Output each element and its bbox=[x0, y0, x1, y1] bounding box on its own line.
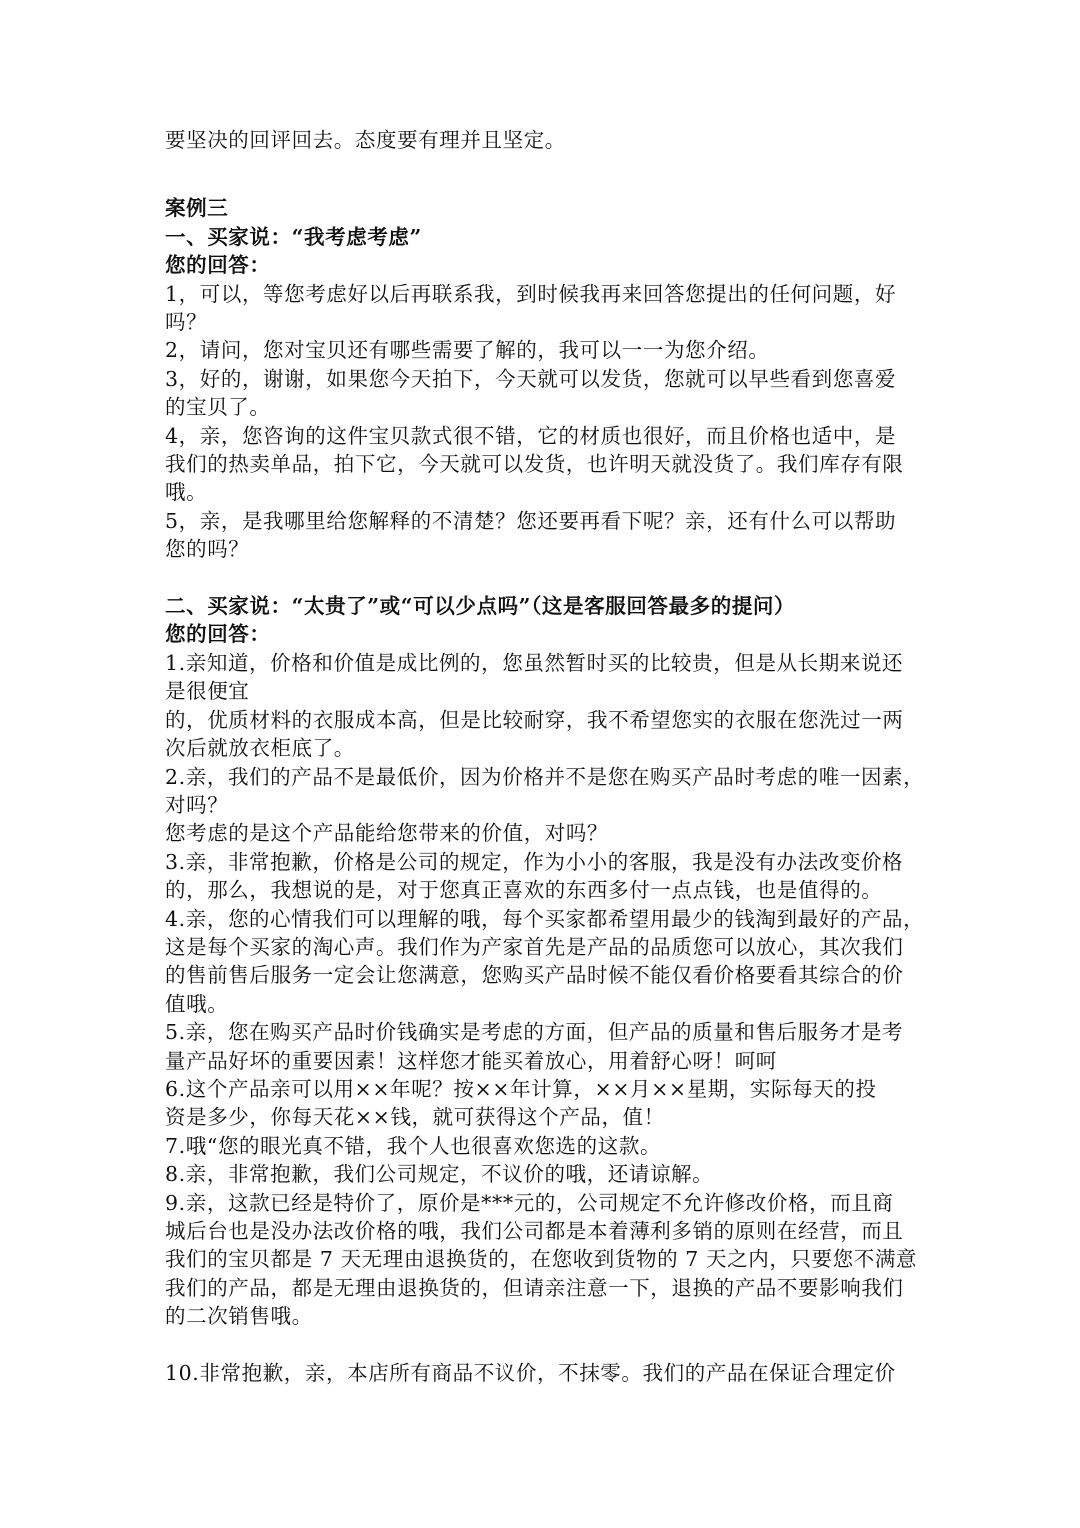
spacer bbox=[165, 564, 925, 592]
section-heading: 一、买家说：“我考虑考虑” bbox=[165, 224, 422, 249]
text-line: 吗？ bbox=[165, 310, 208, 335]
text-line: 8.亲，非常抱歉，我们公司规定，不议价的哦，还请谅解。 bbox=[165, 1162, 714, 1187]
text-line: 是很便宜 bbox=[165, 679, 250, 704]
text-line: 3，好的，谢谢，如果您今天拍下，今天就可以发货，您就可以早些看到您喜爱 bbox=[165, 366, 897, 391]
text-line: 的，优质材料的衣服成本高，但是比较耐穿，我不希望您实的衣服在您洗过一两 bbox=[165, 707, 904, 732]
text-line: 我们的热卖单品，拍下它，今天就可以发货，也许明天就没货了。我们库存有限 bbox=[165, 452, 904, 477]
text-line: 资是多少，你每天花××钱，就可获得这个产品，值！ bbox=[165, 1105, 665, 1130]
text-line: 2，请问，您对宝贝还有哪些需要了解的，我可以一一为您介绍。 bbox=[165, 338, 770, 363]
text-line: 您的吗？ bbox=[165, 537, 250, 562]
text-line: 的，那么，我想说的是，对于您真正喜欢的东西多付一点点钱，也是值得的。 bbox=[165, 878, 883, 903]
text-line: 1.亲知道，价格和价值是成比例的，您虽然暂时买的比较贵，但是从长期来说还 bbox=[165, 650, 904, 675]
text-line: 这是每个买家的淘心声。我们作为产家首先是产品的品质您可以放心，其次我们 bbox=[165, 934, 904, 959]
section-heading: 二、买家说：“太贵了”或“可以少点吗”（这是客服回答最多的提问） bbox=[165, 594, 796, 619]
text-line: 对吗？ bbox=[165, 792, 229, 817]
text-line: 3.亲，非常抱歉，价格是公司的规定，作为小小的客服，我是没有办法改变价格 bbox=[165, 849, 904, 874]
text-line: 2.亲，我们的产品不是最低价，因为价格并不是您在购买产品时考虑的唯一因素， bbox=[165, 764, 925, 789]
text-line: 5，亲，是我哪里给您解释的不清楚？您还要再看下呢？亲，还有什么可以帮助 bbox=[165, 508, 897, 533]
text-line: 次后就放衣柜底了。 bbox=[165, 736, 355, 761]
text-line: 哦。 bbox=[165, 480, 208, 505]
document-page bbox=[165, 126, 925, 1387]
text-line: 7.哦“您的眼光真不错，我个人也很喜欢您选的这款。 bbox=[165, 1133, 662, 1158]
text-line: 我们的产品，都是无理由退换货的，但请亲注意一下，退换的产品不要影响我们 bbox=[165, 1275, 904, 1300]
text-line: 的二次销售哦。 bbox=[165, 1304, 313, 1329]
spacer bbox=[165, 174, 925, 194]
text-line: 值哦。 bbox=[165, 991, 229, 1016]
text-line: 您考虑的是这个产品能给您带来的价值，对吗？ bbox=[165, 821, 609, 846]
answer-label: 您的回答： bbox=[165, 622, 271, 647]
text-line: 5.亲，您在购买产品时价钱确实是考虑的方面，但产品的质量和售后服务才是考 bbox=[165, 1020, 904, 1045]
text-line: 6.这个产品亲可以用××年呢？按××年计算，××月××星期，实际每天的投 bbox=[165, 1076, 877, 1101]
text-line: 我们的宝贝都是 7 天无理由退换货的，在您收到货物的 7 天之内，只要您不满意 bbox=[165, 1247, 918, 1272]
final-line: 10.非常抱歉，亲，本店所有商品不议价，不抹零。我们的产品在保证合理定价 bbox=[165, 1361, 896, 1386]
intro-text: 要坚决的回评回去。态度要有理并且坚定。 bbox=[165, 128, 566, 152]
text-line: 4，亲，您咨询的这件宝贝款式很不错，它的材质也很好，而且价格也适中，是 bbox=[165, 423, 897, 448]
text-line: 的售前售后服务一定会让您满意，您购买产品时候不能仅看价格要看其综合的价 bbox=[165, 963, 904, 988]
section-one bbox=[165, 223, 925, 564]
text-line: 4.亲，您的心情我们可以理解的哦，每个买家都希望用最少的钱淘到最好的产品， bbox=[165, 906, 925, 931]
text-line: 量产品好坏的重要因素！这样您才能买着放心，用着舒心呀！呵呵 bbox=[165, 1048, 777, 1073]
section-two bbox=[165, 592, 925, 1331]
text-line: 的宝贝了。 bbox=[165, 395, 271, 420]
text-line: 1，可以，等您考虑好以后再联系我，到时候我再来回答您提出的任何问题，好 bbox=[165, 281, 897, 306]
answer-label: 您的回答： bbox=[165, 253, 271, 278]
text-line: 9.亲，这款已经是特价了，原价是***元的，公司规定不允许修改价格，而且商 bbox=[165, 1190, 894, 1215]
spacer bbox=[165, 1331, 925, 1359]
text-line: 城后台也是没办法改价格的哦，我们公司都是本着薄利多销的原则在经营，而且 bbox=[165, 1219, 904, 1244]
case-title: 案例三 bbox=[165, 196, 229, 221]
spacer bbox=[165, 154, 925, 174]
